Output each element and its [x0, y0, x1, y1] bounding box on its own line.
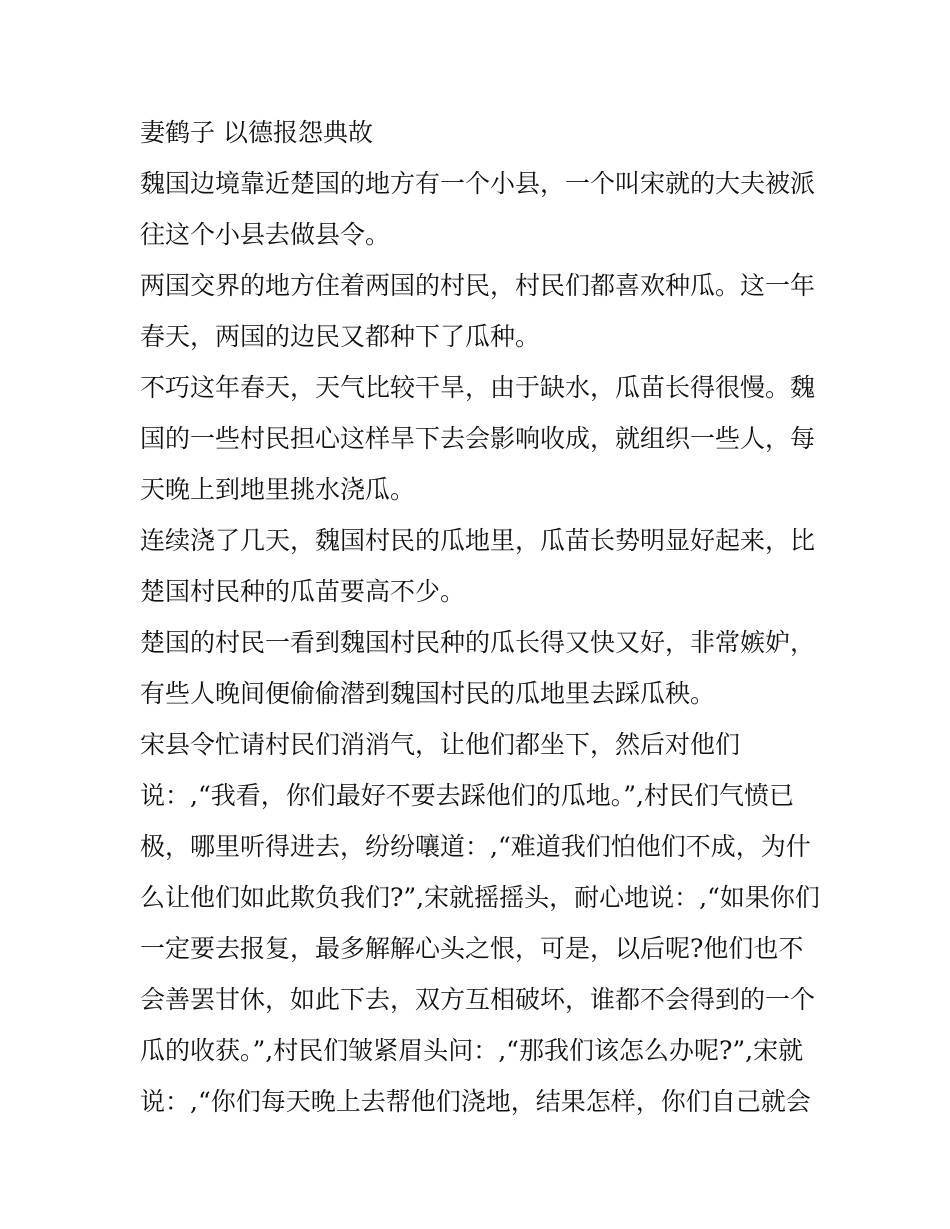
text-line-19: 说：,“你们每天晚上去帮他们浇地，结果怎样，你们自己就会 — [140, 1087, 811, 1116]
text-line-18: 瓜的收获。”,村民们皱紧眉头问：,“那我们该怎么办呢?”,宋就 — [140, 1036, 804, 1065]
text-line-7: 天晚上到地里挑水浇瓜。 — [140, 475, 416, 504]
text-line-13: 说：,“我看，你们最好不要去踩他们的瓜地。”,村民们气愤已 — [140, 781, 794, 810]
text-line-8: 连续浇了几天，魏国村民的瓜地里，瓜苗长势明显好起来，比 — [140, 526, 816, 555]
document-title: 妻鹤子 以德报怨典故 — [140, 118, 373, 147]
text-line-4: 春天，两国的边民又都种下了瓜种。 — [140, 322, 541, 351]
text-line-9: 楚国村民种的瓜苗要高不少。 — [140, 577, 466, 606]
text-line-6: 国的一些村民担心这样旱下去会影响收成，就组织一些人，每 — [140, 424, 816, 453]
text-line-3: 两国交界的地方住着两国的村民，村民们都喜欢种瓜。这一年 — [140, 271, 816, 300]
text-line-5: 不巧这年春天，天气比较干旱，由于缺水，瓜苗长得很慢。魏 — [140, 373, 816, 402]
text-line-15: 么让他们如此欺负我们?”,宋就摇摇头，耐心地说：,“如果你们 — [140, 883, 820, 912]
text-line-1: 魏国边境靠近楚国的地方有一个小县，一个叫宋就的大夫被派 — [140, 169, 816, 198]
text-line-10: 楚国的村民一看到魏国村民种的瓜长得又快又好，非常嫉妒， — [140, 628, 816, 657]
text-line-12: 宋县令忙请村民们消消气，让他们都坐下，然后对他们 — [140, 730, 741, 759]
text-line-14: 极，哪里听得进去，纷纷嚷道：,“难道我们怕他们不成，为什 — [140, 832, 811, 861]
text-line-2: 往这个小县去做县令。 — [140, 220, 391, 249]
document-body — [140, 107, 820, 1127]
text-line-16: 一定要去报复，最多解解心头之恨，可是，以后呢?他们也不 — [140, 934, 804, 963]
text-line-17: 会善罢甘休，如此下去，双方互相破坏，谁都不会得到的一个 — [140, 985, 816, 1014]
text-line-11: 有些人晚间便偷偷潜到魏国村民的瓜地里去踩瓜秧。 — [140, 679, 716, 708]
